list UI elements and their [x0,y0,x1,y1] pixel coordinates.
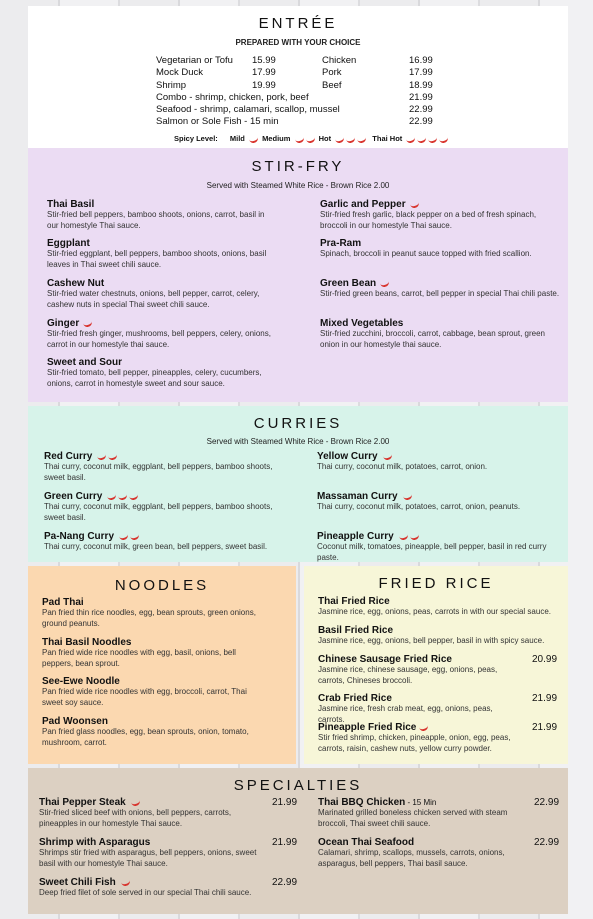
chili-icon [128,491,139,501]
item-name-suffix: - 15 Min [405,798,437,807]
item-desc: Stir-fried green beans, carrot, bell pepper in special Thai chili paste. [320,289,560,298]
entree-beef-price: 18.99 [409,80,433,91]
item-desc: Spinach, broccoli in peanut sauce topped with fried scallion. [320,249,532,258]
item-desc: Stir-fried fresh ginger, mushrooms, bell peppers, celery, onions, carrot in our homestyle thai sauce. [47,329,271,349]
item-name: Thai BBQ Chicken [318,797,406,808]
item-desc: Marinated grilled boneless chicken served with steam broccoli, Thai sweet chili sauce. [318,808,508,828]
item-desc: Thai curry, coconut milk, potatoes, carrot, onion. [317,462,488,471]
entree-chicken-price: 16.99 [409,55,433,66]
spicy-level-legend [174,134,448,143]
item-name-row [320,278,560,289]
entree-pork-price: 17.99 [409,67,433,78]
item-desc: Pan fried wide rice noodles with egg, basil, onions, bell peppers, bean sprout. [42,648,236,668]
menu-item [317,531,567,563]
item-name-row [39,877,279,888]
chili-icon [418,722,429,732]
entree-vegetarian-price: 15.99 [252,55,276,66]
item-name: Eggplant [47,238,90,249]
item-name: Sweet and Sour [47,357,123,368]
menu-item [39,837,269,869]
menu-item [320,199,555,231]
chili-icon [120,877,131,887]
item-desc: Jasmine rice, fresh crab meat, egg, onions, peas, carrots. [318,704,493,724]
item-desc: Deep fried filet of sole served in our special Thai chili sauce. [39,888,252,897]
noodles-title: NOODLES [114,577,210,594]
item-name-row [47,318,272,329]
entree-title: ENTRÉE [258,15,338,32]
item-name-row [44,531,284,542]
item-name: Pineapple Curry [317,531,394,542]
menu-item [318,837,533,869]
item-name: Thai Basil [47,199,95,210]
specialties-title: SPECIALTIES [233,777,363,794]
curries-panel [28,406,568,562]
menu-item [42,597,257,629]
menu-item [318,797,533,829]
entree-vegetarian: Vegetarian or Tofu [156,55,233,66]
menu-item [318,722,518,754]
entree-chicken: Chicken [322,55,357,66]
item-name: Green Bean [320,278,377,289]
item-name-row [317,451,562,462]
entree-mock-duck-price: 17.99 [252,67,276,78]
menu-item [318,625,558,647]
spicy-thai-hot: Thai Hot [372,134,403,143]
item-desc: Stir-fried fresh garlic, black pepper on a bed of fresh spinach, broccoli in our homestyle Thai sauce. [320,210,537,230]
stirfry-title: STIR-FRY [251,158,345,175]
item-name-row [317,531,567,542]
spicy-medium: Medium [262,134,291,143]
menu-item [318,596,558,618]
friedrice-title: FRIED RICE [378,575,494,592]
item-name: Thai Pepper Steak [39,797,126,808]
entree-shrimp: Shrimp [156,80,187,91]
item-price: 22.99 [534,797,560,808]
item-desc: Stir-fried eggplant, bell peppers, bamboo shoots, onions, basil leaves in Thai sweet chili sauce. [47,249,267,269]
item-desc: Stir-fried tomato, bell pepper, pineapples, celery, cucumbers, onions, carrot in homestyle sweet and sour sauce. [47,368,262,388]
item-price: 22.99 [272,877,298,888]
item-desc: Stir-fried zucchini, broccoli, carrot, cabbage, bean sprout, green onion in our homestyle thai sauce. [320,329,546,349]
chili-icon [438,134,449,144]
chili-icon [106,491,117,501]
chili-icon [405,134,416,144]
item-name: See-Ewe Noodle [42,676,120,687]
item-name-row [44,491,274,502]
menu-item [320,238,560,260]
item-name: Thai Fried Rice [318,596,390,607]
item-name: Pra-Ram [320,238,362,249]
menu-item [47,318,272,350]
entree-beef: Beef [322,80,342,91]
menu-item [47,357,272,389]
spicy-mild: Mild [229,134,245,143]
menu-item [318,693,518,725]
menu-item [44,451,274,483]
item-desc: Pan fried glass noodles, egg, bean sprouts, onion, tomato, mushroom, carrot. [42,727,249,747]
chili-icon [382,451,393,461]
specialties-panel [28,768,568,914]
chili-icon [130,797,141,807]
menu-item [44,531,284,553]
chili-icon [379,278,390,288]
item-name-row [320,199,555,210]
menu-item [320,278,560,300]
menu-item [320,318,560,350]
menu-item [42,676,257,708]
chili-icon [398,531,409,541]
item-desc: Calamari, shrimp, scallops, mussels, carrots, onions, asparagus, bell peppers, Thai basil sauce. [318,848,505,868]
item-desc: Jasmine rice, egg, onions, bell pepper, basil in with spicy sauce. [318,636,545,645]
item-name: Pad Woonsen [42,716,108,727]
item-name: Mixed Vegetables [320,318,404,329]
curries-title: CURRIES [253,415,343,432]
item-name: Massaman Curry [317,491,398,502]
item-price: 21.99 [532,722,558,733]
chili-icon [96,451,107,461]
item-name: Green Curry [44,491,103,502]
entree-combo: Combo - shrimp, chicken, pork, beef [156,92,309,103]
entree-mock-duck: Mock Duck [156,67,203,78]
item-name: Shrimp with Asparagus [39,837,151,848]
chili-icon [345,134,356,144]
menu-item [318,654,518,686]
item-name: Chinese Sausage Fried Rice [318,654,452,665]
entree-salmon-price: 22.99 [409,116,433,127]
curries-subtitle: Served with Steamed White Rice - Brown Rice 2.00 [206,437,390,446]
item-name: Basil Fried Rice [318,625,394,636]
chili-icon [294,134,305,144]
item-desc: Shrimps stir fried with asparagus, bell peppers, onions, sweet basil with our homestyle Thai sauce. [39,848,257,868]
item-desc: Pan fried wide rice noodles with egg, broccoli, carrot, Thai sweet soy sauce. [42,687,247,707]
item-desc: Pan fried thin rice noodles, egg, bean sprouts, green onions, ground peanuts. [42,608,256,628]
chili-icon [118,531,129,541]
item-desc: Coconut milk, tomatoes, pineapple, bell pepper, basil in red curry paste. [317,542,547,562]
item-price: 21.99 [272,837,298,848]
item-name-row [318,722,518,733]
noodles-panel [28,566,296,764]
chili-icon [416,134,427,144]
chili-icon [402,491,413,501]
item-desc: Jasmine rice, chinese sausage, egg, onions, peas, carrots, Chineses broccoli. [318,665,498,685]
chili-icon [129,531,140,541]
item-name: Ginger [47,318,80,329]
item-desc: Thai curry, coconut milk, green bean, bell peppers, sweet basil. [44,542,268,551]
entree-shrimp-price: 19.99 [252,80,276,91]
item-price: 21.99 [532,693,558,704]
stirfry-subtitle: Served with Steamed White Rice - Brown Rice 2.00 [206,181,390,190]
item-name: Sweet Chili Fish [39,877,116,888]
item-name: Red Curry [44,451,93,462]
item-price: 21.99 [272,797,298,808]
chili-icon [305,134,316,144]
menu-item [42,716,257,748]
item-name: Pad Thai [42,597,84,608]
entree-pork: Pork [322,67,342,78]
menu-item [47,199,267,231]
friedrice-panel [304,566,568,764]
chili-icon [248,134,259,144]
item-name: Thai Basil Noodles [42,637,132,648]
item-desc: Thai curry, coconut milk, potatoes, carrot, onion, peanuts. [317,502,521,511]
chili-icon [107,451,118,461]
entree-combo-price: 21.99 [409,92,433,103]
menu-item [42,637,267,669]
item-price: 20.99 [532,654,558,665]
item-name: Garlic and Pepper [320,199,406,210]
entree-subtitle: PREPARED WITH YOUR CHOICE [235,38,361,47]
chili-icon [334,134,345,144]
item-desc: Jasmine rice, egg, onions, peas, carrots in with our special sauce. [318,607,552,616]
menu-item [39,877,279,899]
chili-icon [117,491,128,501]
item-name: Pineapple Fried Rice [318,722,417,733]
chili-icon [427,134,438,144]
item-name-row [39,797,269,808]
item-name: Yellow Curry [317,451,378,462]
item-desc: Thai curry, coconut milk, eggplant, bell peppers, bamboo shoots, sweet basil. [44,462,273,482]
item-desc: Stir fried shrimp, chicken, pineapple, onion, egg, peas, carrots, raisin, cashew nuts, yellow curry powder. [318,733,511,753]
spicy-hot: Hot [318,134,332,143]
menu-item [47,238,287,270]
entree-salmon: Salmon or Sole Fish - 15 min [156,116,279,127]
item-name: Pa-Nang Curry [44,531,115,542]
menu-item [317,491,562,513]
item-name-row [317,491,562,502]
menu-item [39,797,269,829]
chili-icon [409,531,420,541]
item-name: Crab Fried Rice [318,693,392,704]
stirfry-panel [28,148,568,402]
menu-item [47,278,272,310]
menu-item [317,451,562,473]
item-name: Cashew Nut [47,278,105,289]
item-desc: Stir-fried bell peppers, bamboo shoots, onions, carrot, basil in our homestyle Thai sauce. [47,210,265,230]
item-desc: Stir-fried sliced beef with onions, bell peppers, carrots, pineapples in our homestyle Thai sauce. [39,808,232,828]
chili-icon [356,134,367,144]
chili-icon [409,199,420,209]
item-price: 22.99 [534,837,560,848]
entree-seafood: Seafood - shrimp, calamari, scallop, mussel [156,104,340,115]
item-name-row [318,797,533,808]
item-desc: Thai curry, coconut milk, eggplant, bell peppers, bamboo shoots, sweet basil. [44,502,273,522]
entree-seafood-price: 22.99 [409,104,433,115]
item-name-row [44,451,274,462]
item-desc: Stir-fried water chestnuts, onions, bell pepper, carrot, celery, cashew nuts in special Thai sweet chili sauce. [47,289,260,309]
menu-item [44,491,274,523]
entree-panel [28,6,568,148]
chili-icon [82,318,93,328]
spicy-level-label: Spicy Level: [174,134,218,143]
item-name: Ocean Thai Seafood [318,837,415,848]
